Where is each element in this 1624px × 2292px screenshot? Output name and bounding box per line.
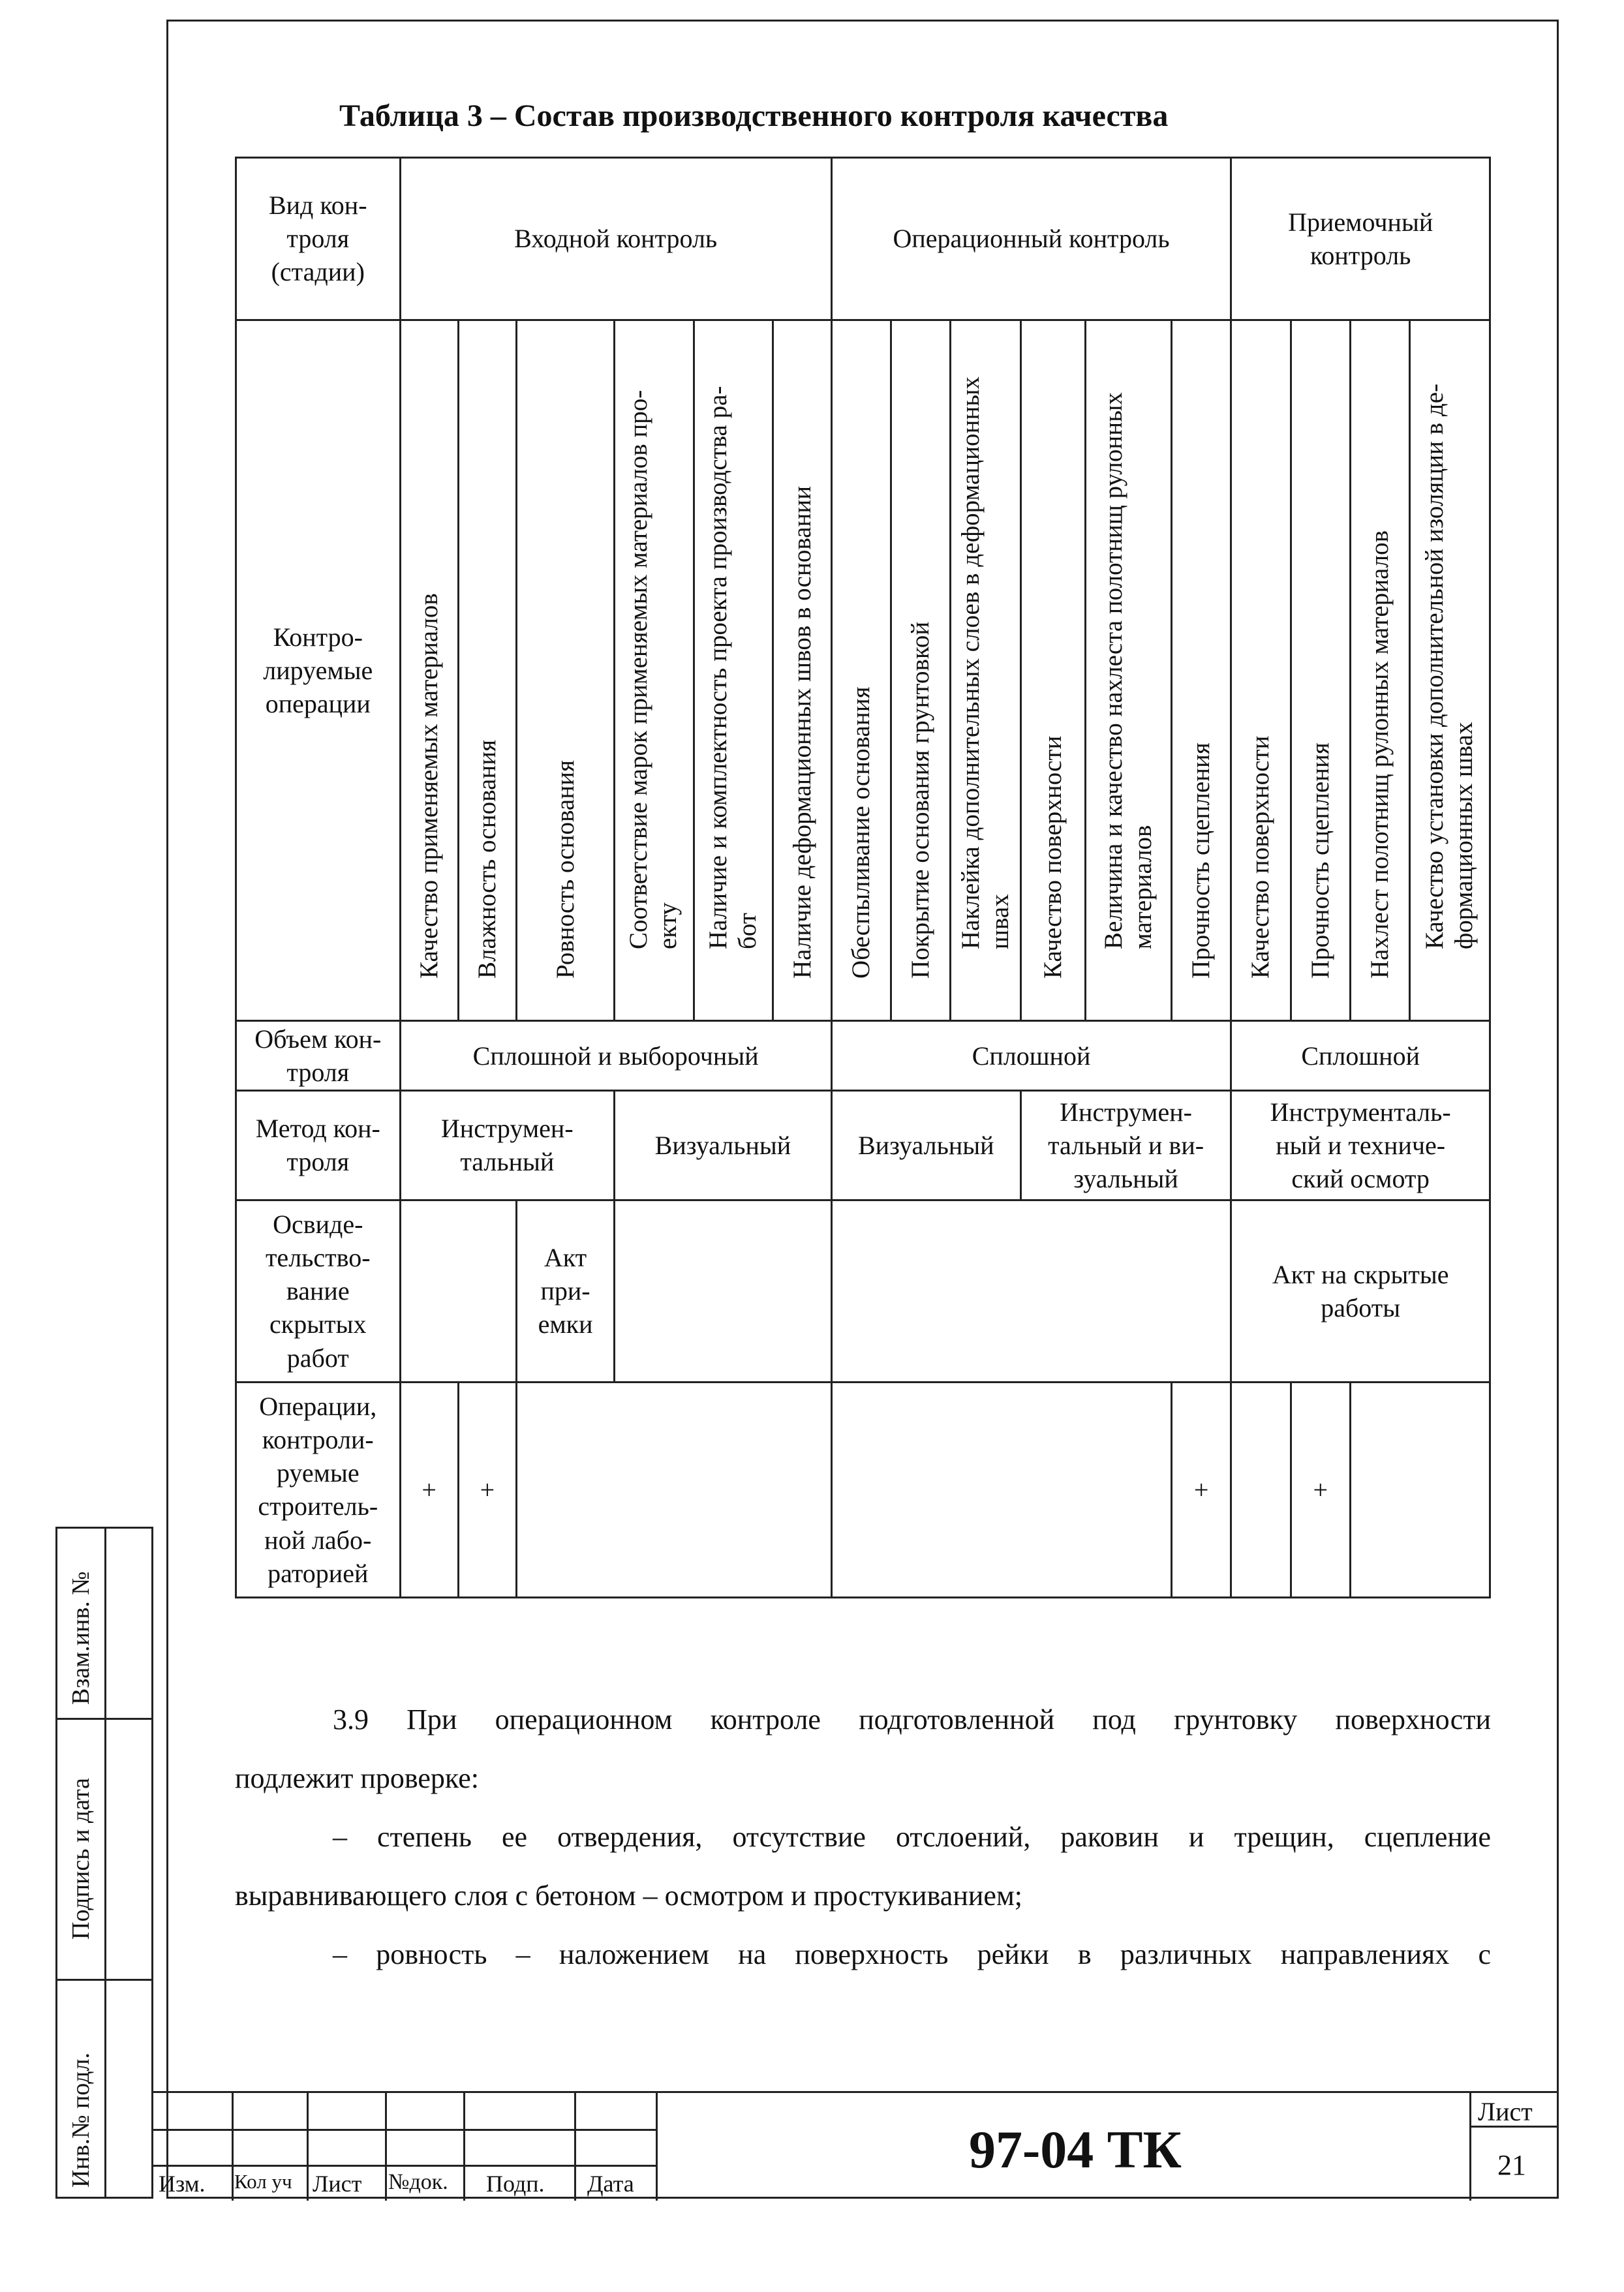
- operation-label: Качество установки дополнительной изоляции в де- формационных швах: [1420, 384, 1478, 950]
- lab-row: [236, 1382, 1490, 1597]
- method-instrumental-visual: [1020, 1091, 1231, 1200]
- sidebar-vzam: Взам.инв. №: [67, 1571, 95, 1705]
- stamp-izm: Изм.: [159, 2171, 206, 2197]
- operation-cell: [1350, 320, 1409, 1020]
- row-label-method: [236, 1091, 401, 1200]
- operation-label: Наличие и комплектность проекта производства ра- бот: [704, 386, 761, 950]
- method-instrumental: [400, 1091, 615, 1200]
- operation-label: Ровность основания: [551, 760, 579, 979]
- lab-mark: +: [1291, 1382, 1350, 1597]
- stamp-kol: Кол уч: [234, 2170, 292, 2193]
- method-visual-input: Визуальный: [615, 1091, 832, 1200]
- operation-cell: [1231, 320, 1291, 1020]
- stamp-line: [385, 2093, 387, 2201]
- empty-cell: [400, 1200, 516, 1382]
- row-label-volume: [236, 1021, 401, 1091]
- paragraph-line-3: – степень ее отвердения, отсутствие отслоений, раковин и трещин, сцепление: [333, 1821, 1491, 1853]
- table-title: Таблица 3 – Состав производственного контроля качества: [339, 99, 1169, 133]
- stamp-ndok: №док.: [388, 2170, 448, 2194]
- stamp-line: [574, 2093, 576, 2201]
- operation-cell: [831, 320, 891, 1020]
- stamp-line: [656, 2093, 658, 2201]
- operation-label: Нахлест полотнищ рулонных материалов: [1365, 530, 1394, 979]
- operation-label: Величина и качество нахлеста полотнищ рулонных материалов: [1099, 392, 1157, 950]
- method-instrumental-text: Инструмен- тальный: [440, 1114, 574, 1177]
- operation-cell: [458, 320, 516, 1020]
- operation-label: Покрытие основания грунтовкой: [906, 622, 935, 979]
- operation-cell: [1086, 320, 1172, 1020]
- stamp-line: [153, 2129, 656, 2131]
- stamp-line: [232, 2093, 234, 2201]
- operation-cell: [516, 320, 614, 1020]
- operation-label: Наклейка дополнительных слоев в деформационных швах: [956, 376, 1014, 950]
- operation-cell: [1020, 320, 1085, 1020]
- operation-cell: [400, 320, 458, 1020]
- stamp-data: Дата: [587, 2171, 634, 2197]
- operation-cell: [1172, 320, 1231, 1020]
- side-stamp-line: [57, 1718, 153, 1720]
- side-stamp-divider: [104, 1529, 106, 2197]
- title-block: [153, 2091, 1559, 2201]
- stage-acceptance-text: Приемочный контроль: [1288, 207, 1433, 270]
- volume-acceptance: Сплошной: [1231, 1021, 1490, 1091]
- operations-row: [236, 320, 1490, 1020]
- method-row: [236, 1091, 1490, 1200]
- stamp-line: [463, 2093, 465, 2201]
- stamp-sheet-label: Лист: [1478, 2097, 1533, 2126]
- empty-cell: [615, 1200, 832, 1382]
- sidebar-inv-podl: Инв.№ подл.: [67, 2052, 95, 2188]
- side-stamp: [55, 1527, 153, 2199]
- operation-label: Качество поверхности: [1246, 735, 1275, 979]
- stage-input-text: Входной контроль: [514, 224, 718, 254]
- stamp-sheet-number: 21: [1497, 2149, 1526, 2181]
- paragraph-line-5: – ровность – наложением на поверхность рейки в различных направлениях с: [333, 1938, 1491, 1970]
- operation-cell: [1410, 320, 1490, 1020]
- act-hidden-works-text: Акт на скрытые работы: [1272, 1259, 1449, 1322]
- operation-label: Обеспыливание основания: [846, 686, 875, 979]
- stamp-podp: Подп.: [486, 2171, 545, 2197]
- row-label-hidden-works: [236, 1200, 401, 1382]
- hidden-works-row: [236, 1200, 1490, 1382]
- method-instrumental-visual-text: Инструмен- тальный и ви- зуальный: [1048, 1097, 1204, 1193]
- row-label-lab: [236, 1382, 401, 1597]
- lab-mark: +: [400, 1382, 458, 1597]
- stage-input: [400, 158, 831, 320]
- stage-operational: [831, 158, 1231, 320]
- act-acceptance: [516, 1200, 614, 1382]
- paragraph-line-1: 3.9 При операционном контроле подготовленной под грунтовку поверхности: [333, 1704, 1491, 1735]
- stage-operational-text: Операционный контроль: [893, 224, 1170, 254]
- operation-cell: [615, 320, 694, 1020]
- paragraph-line-2: подлежит проверке:: [235, 1762, 479, 1794]
- row-label-operations-text: Контро- лируемые операции: [263, 622, 373, 719]
- operation-cell: [891, 320, 951, 1020]
- volume-row: [236, 1021, 1490, 1091]
- stamp-line: [1469, 2093, 1471, 2201]
- act-hidden-works: [1231, 1200, 1490, 1382]
- side-stamp-line: [57, 1979, 153, 1981]
- method-instrumental-technical: [1231, 1091, 1490, 1200]
- act-acceptance-text: Акт при- емки: [538, 1243, 593, 1339]
- stamp-line: [153, 2165, 656, 2167]
- volume-operational: Сплошной: [831, 1021, 1231, 1091]
- operation-cell: [951, 320, 1021, 1020]
- operation-label: Наличие деформационных швов в основании: [788, 486, 816, 979]
- method-instrumental-technical-text: Инструменталь- ный и техниче- ский осмотр: [1270, 1097, 1451, 1193]
- operation-label: Прочность сцепления: [1306, 742, 1334, 979]
- operation-label: Качество поверхности: [1038, 735, 1067, 979]
- lab-mark: +: [458, 1382, 516, 1597]
- sidebar-podpis: Подпись и дата: [67, 1777, 95, 1940]
- operation-cell: [773, 320, 831, 1020]
- empty-cell: [1231, 1382, 1291, 1597]
- operation-cell: [694, 320, 773, 1020]
- empty-cell: [516, 1382, 831, 1597]
- stage-row: [236, 158, 1490, 320]
- row-label-stage-text: Вид кон- троля (стадии): [268, 191, 367, 287]
- method-visual-operational: Визуальный: [831, 1091, 1020, 1200]
- empty-cell: [831, 1200, 1231, 1382]
- row-label-stage: [236, 158, 401, 320]
- lab-mark: +: [1172, 1382, 1231, 1597]
- operation-label: Прочность сцепления: [1187, 742, 1216, 979]
- row-label-operations: [236, 320, 401, 1020]
- stamp-list: Лист: [313, 2171, 362, 2197]
- document-code: 97-04 ТК: [969, 2120, 1182, 2179]
- operation-label: Соответствие марок применяемых материалов про- екту: [624, 390, 682, 950]
- row-label-lab-text: Операции, контроли- руемые строитель- ной лабо- раторией: [258, 1391, 378, 1588]
- row-label-method-text: Метод кон- троля: [255, 1114, 380, 1177]
- row-label-volume-text: Объем кон- троля: [254, 1024, 382, 1088]
- operation-cell: [1291, 320, 1350, 1020]
- row-label-hidden-works-text: Освиде- тельство- вание скрытых работ: [265, 1209, 371, 1373]
- operation-label: Качество применяемых материалов: [414, 593, 443, 979]
- empty-cell: [1350, 1382, 1490, 1597]
- paragraph-line-4: выравнивающего слоя с бетоном – осмотром и простукиванием;: [235, 1880, 1023, 1912]
- empty-cell: [831, 1382, 1171, 1597]
- volume-input: Сплошной и выборочный: [400, 1021, 831, 1091]
- quality-control-table: [235, 157, 1491, 1598]
- stamp-line: [307, 2093, 309, 2201]
- operation-label: Влажность основания: [472, 740, 501, 979]
